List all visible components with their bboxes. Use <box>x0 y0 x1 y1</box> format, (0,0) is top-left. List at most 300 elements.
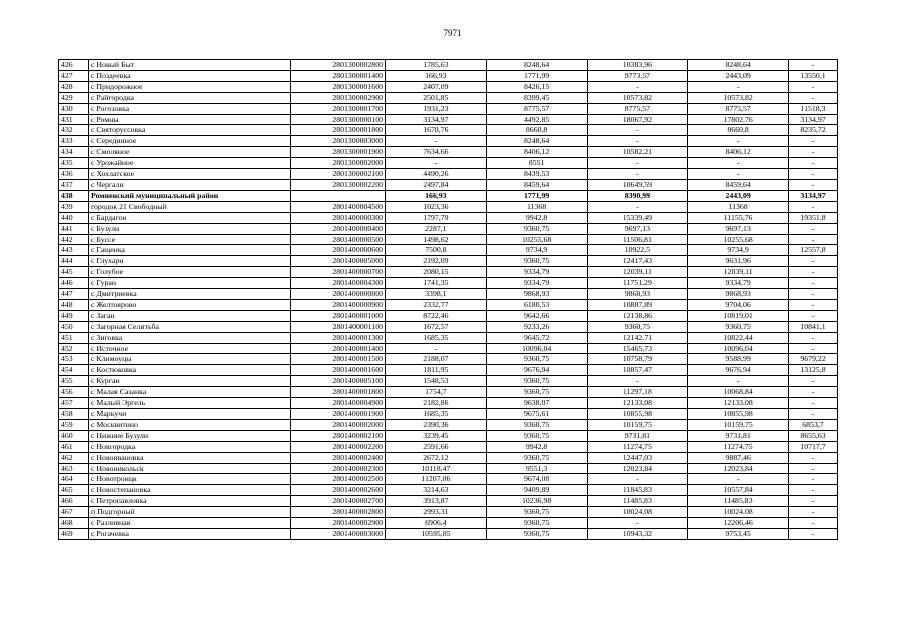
value-3: 10855,98 <box>587 409 688 420</box>
value-3: 10649,59 <box>587 179 688 190</box>
value-4: 2443,09 <box>688 70 789 81</box>
value-4: 8248,64 <box>688 60 789 71</box>
okato-code: 2801400002000 <box>291 419 386 430</box>
value-3: - <box>587 376 688 387</box>
value-5: 3134,97 <box>789 114 838 125</box>
value-2: 8439,53 <box>486 169 587 180</box>
row-number: 435 <box>59 158 89 169</box>
value-1: 1685,35 <box>386 409 487 420</box>
okato-code: 2801300001400 <box>291 70 386 81</box>
value-3: 11845,83 <box>587 485 688 496</box>
value-4: 9868,93 <box>688 289 789 300</box>
value-3: 9360,75 <box>587 321 688 332</box>
value-1: 3214,63 <box>386 485 487 496</box>
row-number: 462 <box>59 452 89 463</box>
value-4: 9731,81 <box>688 430 789 441</box>
value-3: 12417,43 <box>587 256 688 267</box>
value-1: 3239,45 <box>386 430 487 441</box>
row-number: 464 <box>59 474 89 485</box>
value-1: 2390,36 <box>386 419 487 430</box>
value-1: 1498,62 <box>386 234 487 245</box>
row-number: 433 <box>59 136 89 147</box>
table-row <box>59 321 838 332</box>
settlement-name: с Новоивановка <box>89 452 291 463</box>
row-number: 434 <box>59 147 89 158</box>
okato-code: 2801400001400 <box>291 343 386 354</box>
value-5: - <box>789 92 838 103</box>
value-1: 2993,31 <box>386 507 487 518</box>
value-4: 12023,84 <box>688 463 789 474</box>
value-3: 11506,81 <box>587 234 688 245</box>
settlement-name: с Петропавловка <box>89 496 291 507</box>
value-5: 19351,8 <box>789 212 838 223</box>
value-3: 15339,49 <box>587 212 688 223</box>
value-2: 9638,07 <box>486 398 587 409</box>
value-5: - <box>789 518 838 529</box>
value-5: - <box>789 179 838 190</box>
table-row <box>59 430 838 441</box>
value-1: 2497,84 <box>386 179 487 190</box>
value-1: 7500,8 <box>386 245 487 256</box>
value-2: 9360,75 <box>486 507 587 518</box>
value-4: 10573,82 <box>688 92 789 103</box>
value-2: 11368 <box>486 201 587 212</box>
value-2: 9360,75 <box>486 223 587 234</box>
table-row <box>59 201 838 212</box>
value-3: - <box>587 136 688 147</box>
okato-code: 2801400000900 <box>291 299 386 310</box>
value-3: 9697,13 <box>587 223 688 234</box>
value-2: 9942,8 <box>486 441 587 452</box>
value-2: 8551 <box>486 158 587 169</box>
table-row <box>59 278 838 289</box>
value-5: - <box>789 485 838 496</box>
value-3: 9731,81 <box>587 430 688 441</box>
value-2: 9233,26 <box>486 321 587 332</box>
value-5: - <box>789 398 838 409</box>
value-2: 9676,94 <box>486 365 587 376</box>
row-number: 428 <box>59 81 89 92</box>
value-1: 11207,06 <box>386 474 487 485</box>
okato-code: 2801400005000 <box>291 256 386 267</box>
value-2: 1771,99 <box>486 190 587 201</box>
settlement-name: с Новостепановка <box>89 485 291 496</box>
value-2: 8406,12 <box>486 147 587 158</box>
value-4: 9360,75 <box>688 321 789 332</box>
value-2: 10236,98 <box>486 496 587 507</box>
row-number: 456 <box>59 387 89 398</box>
table-row <box>59 114 838 125</box>
value-2: 9675,61 <box>486 409 587 420</box>
value-2: 10096,04 <box>486 343 587 354</box>
row-number: 427 <box>59 70 89 81</box>
value-1: 1685,35 <box>386 332 487 343</box>
row-number: 450 <box>59 321 89 332</box>
okato-code: 2801400003000 <box>291 528 386 539</box>
okato-code: 2801400001000 <box>291 310 386 321</box>
value-5: - <box>789 136 838 147</box>
settlement-name: с Смоляное <box>89 147 291 158</box>
value-2: 8660,8 <box>486 125 587 136</box>
row-number: 442 <box>59 234 89 245</box>
row-number: 426 <box>59 60 89 71</box>
value-1: 2332,77 <box>386 299 487 310</box>
value-1: 2188,07 <box>386 354 487 365</box>
value-1: 2192,09 <box>386 256 487 267</box>
value-4: 9334,79 <box>688 278 789 289</box>
value-2: 9360,75 <box>486 376 587 387</box>
row-number: 458 <box>59 409 89 420</box>
settlement-name: с Заган <box>89 310 291 321</box>
settlement-name: с Ромны <box>89 114 291 125</box>
row-number: 465 <box>59 485 89 496</box>
settlement-name: с Глухари <box>89 256 291 267</box>
value-2: 8399,45 <box>486 92 587 103</box>
settlement-name: с Новгородка <box>89 441 291 452</box>
okato-code: 2801300002100 <box>291 169 386 180</box>
value-2: 4492,85 <box>486 114 587 125</box>
value-1: 2591,66 <box>386 441 487 452</box>
row-number: 437 <box>59 179 89 190</box>
value-5: 3134,97 <box>789 190 838 201</box>
value-1: 2287,1 <box>386 223 487 234</box>
row-number: 457 <box>59 398 89 409</box>
value-2: 9942,8 <box>486 212 587 223</box>
table-row <box>59 299 838 310</box>
value-5: - <box>789 234 838 245</box>
table-row <box>59 147 838 158</box>
value-1: 1672,57 <box>386 321 487 332</box>
value-4: 9631,96 <box>688 256 789 267</box>
okato-code: 2801300001800 <box>291 125 386 136</box>
value-1: 1741,35 <box>386 278 487 289</box>
value-4: 9697,13 <box>688 223 789 234</box>
okato-code: 2801400002200 <box>291 441 386 452</box>
value-4: 8406,12 <box>688 147 789 158</box>
value-5: - <box>789 169 838 180</box>
okato-code: 2801400000300 <box>291 212 386 223</box>
value-4: - <box>688 169 789 180</box>
value-3: 10887,89 <box>587 299 688 310</box>
value-3: - <box>587 518 688 529</box>
value-1: 3913,87 <box>386 496 487 507</box>
okato-code: 2801400002500 <box>291 474 386 485</box>
row-number: 455 <box>59 376 89 387</box>
value-5: - <box>789 60 838 71</box>
settlement-name: п Подгорный <box>89 507 291 518</box>
okato-code: 2801400004900 <box>291 398 386 409</box>
value-1: 2080,15 <box>386 267 487 278</box>
value-1: 1811,95 <box>386 365 487 376</box>
value-5: - <box>789 376 838 387</box>
value-5: - <box>789 528 838 539</box>
value-3: 12039,11 <box>587 267 688 278</box>
value-2: 9360,75 <box>486 387 587 398</box>
settlement-name: с Новоникольск <box>89 463 291 474</box>
value-3: 18067,92 <box>587 114 688 125</box>
value-2: 9360,75 <box>486 354 587 365</box>
okato-code: 2801400001100 <box>291 321 386 332</box>
value-4: - <box>688 376 789 387</box>
okato-code: 2801400000800 <box>291 289 386 300</box>
value-3: 12447,03 <box>587 452 688 463</box>
table-row <box>59 419 838 430</box>
row-number: 429 <box>59 92 89 103</box>
value-3: 9773,57 <box>587 70 688 81</box>
table-row <box>59 528 838 539</box>
value-4: 10024,08 <box>688 507 789 518</box>
table-row <box>59 496 838 507</box>
settlement-name: с Климоуцы <box>89 354 291 365</box>
value-1: 1754,7 <box>386 387 487 398</box>
row-number: 467 <box>59 507 89 518</box>
value-2: 8459,64 <box>486 179 587 190</box>
settlement-name: с Дмитриевка <box>89 289 291 300</box>
value-2: 8775,57 <box>486 103 587 114</box>
value-4: 11274,75 <box>688 441 789 452</box>
table-row <box>59 387 838 398</box>
table-row <box>59 485 838 496</box>
settlement-name: с Источное <box>89 343 291 354</box>
okato-code: 2801400002300 <box>291 463 386 474</box>
value-3: 10758,79 <box>587 354 688 365</box>
row-number: 461 <box>59 441 89 452</box>
value-4: 10822,44 <box>688 332 789 343</box>
value-2: 9360,75 <box>486 452 587 463</box>
okato-code: 2801400000700 <box>291 267 386 278</box>
value-3: - <box>587 474 688 485</box>
value-2: 9360,75 <box>486 528 587 539</box>
value-2: 9360,75 <box>486 256 587 267</box>
value-3: 12142,71 <box>587 332 688 343</box>
value-3: 12133,08 <box>587 398 688 409</box>
value-5: - <box>789 507 838 518</box>
value-1: 3398,1 <box>386 289 487 300</box>
value-2: 8426,15 <box>486 81 587 92</box>
value-5: - <box>789 223 838 234</box>
table-row <box>59 452 838 463</box>
settlement-name: с Бардагон <box>89 212 291 223</box>
settlement-name: с Нижние Бузули <box>89 430 291 441</box>
table-row <box>59 409 838 420</box>
okato-code: 2801400002800 <box>291 507 386 518</box>
okato-code: 2801300001700 <box>291 103 386 114</box>
settlement-name: с Хохлатское <box>89 169 291 180</box>
row-number: 452 <box>59 343 89 354</box>
value-4: 11368 <box>688 201 789 212</box>
value-5: - <box>789 81 838 92</box>
table-row <box>59 474 838 485</box>
value-3: - <box>587 81 688 92</box>
okato-code: 2801400001600 <box>291 365 386 376</box>
value-3: 15465,73 <box>587 343 688 354</box>
value-1: 6906,4 <box>386 518 487 529</box>
settlement-name: городок 21 Свободный <box>89 201 291 212</box>
value-4: 9704,06 <box>688 299 789 310</box>
value-5: - <box>789 147 838 158</box>
settlement-name: с Святоруссовка <box>89 125 291 136</box>
okato-code: 2801400004300 <box>291 278 386 289</box>
value-2: 9360,75 <box>486 430 587 441</box>
value-5: 12557,8 <box>789 245 838 256</box>
okato-code: 2801400001800 <box>291 387 386 398</box>
settlement-name: с Серединное <box>89 136 291 147</box>
row-number: 459 <box>59 419 89 430</box>
value-4: 11485,83 <box>688 496 789 507</box>
value-5: 10841,1 <box>789 321 838 332</box>
value-5: - <box>789 278 838 289</box>
table-row <box>59 103 838 114</box>
okato-code: 2801300002900 <box>291 92 386 103</box>
value-4: 12039,11 <box>688 267 789 278</box>
row-number: 443 <box>59 245 89 256</box>
row-number: 432 <box>59 125 89 136</box>
row-number: 466 <box>59 496 89 507</box>
value-2: 9868,93 <box>486 289 587 300</box>
value-3: 10573,82 <box>587 92 688 103</box>
value-1: 10595,85 <box>386 528 487 539</box>
value-3: 12138,86 <box>587 310 688 321</box>
table-row <box>59 267 838 278</box>
table-row <box>59 223 838 234</box>
value-5: - <box>789 474 838 485</box>
table-row <box>59 70 838 81</box>
value-3: 10922,5 <box>587 245 688 256</box>
settlement-name: с Рогачевка <box>89 528 291 539</box>
row-number: 444 <box>59 256 89 267</box>
value-3: 8390,99 <box>587 190 688 201</box>
page-number: 7971 <box>443 28 462 38</box>
table-row <box>59 136 838 147</box>
value-3: 10943,32 <box>587 528 688 539</box>
value-2: 9734,9 <box>486 245 587 256</box>
table-row <box>59 190 838 201</box>
value-5: - <box>789 299 838 310</box>
value-3: - <box>587 201 688 212</box>
row-number: 460 <box>59 430 89 441</box>
value-4: 8775,57 <box>688 103 789 114</box>
settlement-name: с Райгородка <box>89 92 291 103</box>
value-4: 11155,76 <box>688 212 789 223</box>
value-3: 10857,47 <box>587 365 688 376</box>
value-5: - <box>789 452 838 463</box>
okato-code: 2801400001300 <box>291 332 386 343</box>
value-1: 2672,12 <box>386 452 487 463</box>
table-row <box>59 289 838 300</box>
value-2: 9360,75 <box>486 518 587 529</box>
okato-code: 2801300001900 <box>291 147 386 158</box>
value-4: 9588,99 <box>688 354 789 365</box>
settlement-name: с Разливная <box>89 518 291 529</box>
table-row <box>59 343 838 354</box>
settlement-name: с Голубое <box>89 267 291 278</box>
value-1: 2407,09 <box>386 81 487 92</box>
value-4: - <box>688 81 789 92</box>
settlement-name: с Урожайное <box>89 158 291 169</box>
settlement-name: с Гуран <box>89 278 291 289</box>
data-table <box>58 59 838 540</box>
table-row <box>59 332 838 343</box>
row-number: 451 <box>59 332 89 343</box>
value-1: 1931,23 <box>386 103 487 114</box>
okato-code: 2801400002400 <box>291 452 386 463</box>
okato-code: 2801400002600 <box>291 485 386 496</box>
value-5: 10717,7 <box>789 441 838 452</box>
value-1: 4490,26 <box>386 169 487 180</box>
table-body <box>59 60 838 540</box>
okato-code: 2801400001500 <box>291 354 386 365</box>
value-4: 2443,09 <box>688 190 789 201</box>
okato-code: 2801300002800 <box>291 60 386 71</box>
value-3: 8775,57 <box>587 103 688 114</box>
value-4: 12133,08 <box>688 398 789 409</box>
row-number: 454 <box>59 365 89 376</box>
value-3: 10024,08 <box>587 507 688 518</box>
value-5: - <box>789 201 838 212</box>
okato-code: 2801400002900 <box>291 518 386 529</box>
row-number: 430 <box>59 103 89 114</box>
row-number: 448 <box>59 299 89 310</box>
row-number: 449 <box>59 310 89 321</box>
table-row <box>59 310 838 321</box>
okato-code: 2801400004500 <box>291 201 386 212</box>
table-row <box>59 441 838 452</box>
value-1: 2501,85 <box>386 92 487 103</box>
value-1: 1023,36 <box>386 201 487 212</box>
settlement-name: Ромненский муниципальный район <box>89 190 291 201</box>
value-2: 9409,89 <box>486 485 587 496</box>
value-5: - <box>789 409 838 420</box>
value-2: 10255,68 <box>486 234 587 245</box>
value-2: 6180,53 <box>486 299 587 310</box>
row-number: 463 <box>59 463 89 474</box>
value-4: 10819,01 <box>688 310 789 321</box>
value-3: 10383,96 <box>587 60 688 71</box>
row-number: 441 <box>59 223 89 234</box>
table-row <box>59 256 838 267</box>
value-2: 9334,79 <box>486 267 587 278</box>
value-4: 8660,8 <box>688 125 789 136</box>
value-4: 10557,84 <box>688 485 789 496</box>
value-4: 17802,76 <box>688 114 789 125</box>
value-2: 9645,72 <box>486 332 587 343</box>
value-5: - <box>789 387 838 398</box>
value-3: 11297,18 <box>587 387 688 398</box>
table-row <box>59 60 838 71</box>
table-row <box>59 179 838 190</box>
table-row <box>59 365 838 376</box>
value-4: 8459,64 <box>688 179 789 190</box>
okato-code <box>291 190 386 201</box>
row-number: 453 <box>59 354 89 365</box>
value-4: - <box>688 474 789 485</box>
value-5: 8235,72 <box>789 125 838 136</box>
row-number: 468 <box>59 518 89 529</box>
value-3: 11485,83 <box>587 496 688 507</box>
value-4: 9753,45 <box>688 528 789 539</box>
okato-code: 2801300002000 <box>291 158 386 169</box>
value-1: 1797,79 <box>386 212 487 223</box>
value-4: 9734,9 <box>688 245 789 256</box>
value-5: - <box>789 496 838 507</box>
value-5: - <box>789 310 838 321</box>
table-row <box>59 125 838 136</box>
value-4: 10068,84 <box>688 387 789 398</box>
okato-code: 2801400000500 <box>291 234 386 245</box>
value-1: 3134,97 <box>386 114 487 125</box>
settlement-name: с Малый Эргель <box>89 398 291 409</box>
value-5: 13125,8 <box>789 365 838 376</box>
